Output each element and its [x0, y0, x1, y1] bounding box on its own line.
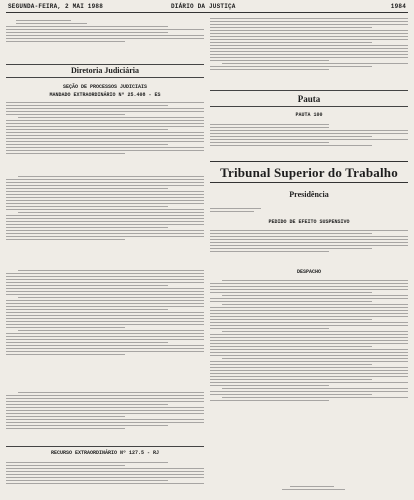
despacho-heading: DESPACHO	[296, 269, 321, 275]
mandado-heading: MANDADO EXTRAORDINÁRIO Nº 25.408 - ES	[49, 92, 161, 98]
parties-block	[210, 228, 408, 254]
process-number-block	[210, 206, 408, 214]
header-date: SEGUNDA-FEIRA, 2 MAI 1988	[8, 3, 104, 10]
bottom-heading: RECURSO EXTRAORDINÁRIO Nº 127.5 - RJ	[50, 450, 160, 456]
header-publication: DIÁRIO DA JUSTIÇA	[171, 3, 236, 10]
left-body-text-4	[6, 390, 204, 431]
subsection-heading: SEÇÃO DE PROCESSOS JUDICIAIS	[62, 84, 147, 90]
header-page-number: 1984	[390, 3, 406, 10]
despacho-text	[210, 278, 408, 403]
left-body-text-3	[6, 268, 204, 357]
section-diretoria-judiciaria: Diretoria Judiciária	[70, 66, 140, 75]
left-body-text-2	[6, 174, 204, 242]
tribunal-title: Tribunal Superior do Trabalho	[220, 165, 398, 180]
pauta-subtitle: PAUTA 100	[295, 112, 323, 118]
left-body-text-5	[6, 460, 204, 486]
pauta-text	[210, 122, 408, 148]
page-header	[6, 2, 408, 13]
signature-block	[210, 484, 408, 492]
presidencia-title: Presidência	[289, 190, 329, 199]
left-body-text-1	[6, 100, 204, 156]
pedido-heading: PEDIDO DE EFEITO SUSPENSIVO	[268, 219, 350, 225]
pauta-title: Pauta	[297, 94, 321, 104]
right-top-text	[210, 16, 408, 72]
left-column	[6, 14, 204, 498]
right-column	[210, 14, 408, 498]
left-top-block	[6, 18, 204, 44]
